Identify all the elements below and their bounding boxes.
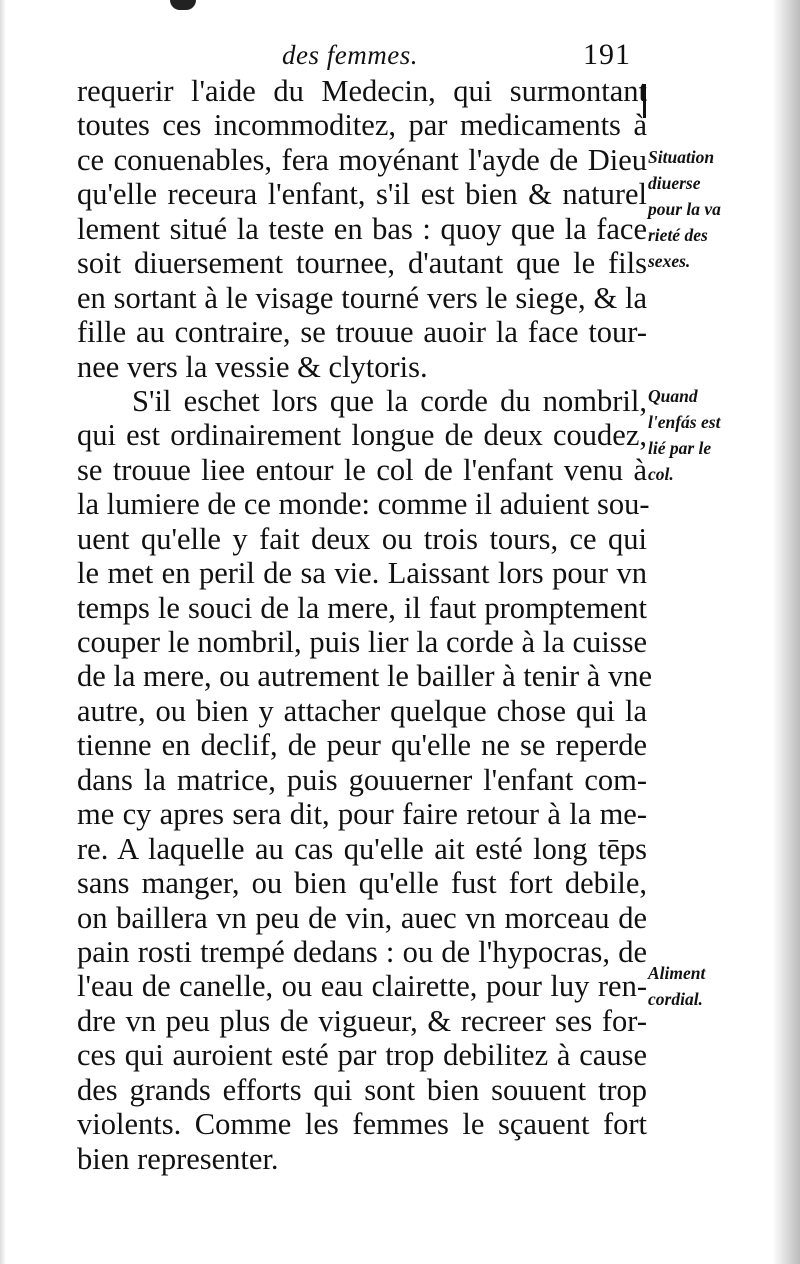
text-line: la lumiere de ce monde: comme il aduient sou- <box>77 487 650 522</box>
text-line: ce conuenables, fera moyénant l'ayde de Dieu <box>77 142 647 177</box>
text-line: de la mere, ou autrement le bailler à tenir à vne <box>77 659 652 694</box>
text-line: nee vers la vessie & clytoris. <box>77 349 428 384</box>
margin-note-line: col. <box>648 464 674 484</box>
text-line: tienne en declif, de peur qu'elle ne se reperde <box>77 728 647 763</box>
text-line: soit diuersement tournee, d'autant que le fils <box>77 246 647 281</box>
margin-note-line: rieté des <box>648 225 708 245</box>
text-line: autre, ou bien y attacher quelque chose qui la <box>77 693 647 728</box>
text-line: toutes ces incommoditez, par medicaments à <box>77 108 647 143</box>
margin-note-line: Aliment <box>648 963 706 983</box>
text-line: re. A laquelle au cas qu'elle ait esté long tēps <box>77 831 647 866</box>
text-line: temps le souci de la mere, il faut promptement <box>77 590 647 625</box>
text-line: qui est ordinairement longue de deux coudez, <box>77 418 647 453</box>
margin-note-line: Situation <box>648 147 715 167</box>
page-number: 191 <box>583 38 631 71</box>
margin-note-line: Quand <box>648 386 698 406</box>
margin-note-line: lié par le <box>648 438 712 458</box>
text-line: des grands efforts qui sont bien souuent trop <box>77 1072 647 1107</box>
margin-note-situation <box>648 144 748 274</box>
margin-note-line: pour la va <box>648 199 721 219</box>
text-line: en sortant à le visage tourné vers le siege, & la <box>77 280 647 315</box>
page-header <box>0 40 800 76</box>
text-line: sans manger, ou bien qu'elle fust fort debile, <box>77 866 647 901</box>
text-line: on baillera vn peu de vin, auec vn morceau de <box>77 900 647 935</box>
running-title: des femmes. <box>282 40 418 70</box>
margin-note-line: cordial. <box>648 989 703 1009</box>
text-line: qu'elle receura l'enfant, s'il est bien & naturel <box>77 177 647 212</box>
margin-note-line: diuerse <box>648 173 701 193</box>
text-line: dre vn peu plus de vigueur, & recreer ses for- <box>77 1003 647 1038</box>
text-line: dans la matrice, puis gouuerner l'enfant com- <box>77 762 647 797</box>
text-line: ces qui auroient esté par trop debilitez à cause <box>77 1038 647 1073</box>
text-line: violents. Comme les femmes le sçauent fort <box>77 1107 647 1142</box>
text-line: lement situé la teste en bas : quoy que la face <box>77 211 647 246</box>
margin-note-line: l'enfás est <box>648 412 721 432</box>
margin-note-line: sexes. <box>648 251 691 271</box>
text-line: fille au contraire, se trouue auoir la face tour- <box>77 315 647 350</box>
margin-note-cord <box>648 383 748 487</box>
scan-edge-left <box>0 0 6 1264</box>
text-line: pain rosti trempé dedans : ou de l'hypocras, de <box>77 934 647 969</box>
margin-note-aliment <box>648 960 748 1012</box>
text-line: S'il eschet lors que la corde du nombril, <box>132 383 647 418</box>
text-line: bien representer. <box>77 1141 279 1176</box>
text-line: le met en peril de sa vie. Laissant lors pour vn <box>77 556 647 591</box>
text-line: se trouue liee entour le col de l'enfant venu à <box>77 452 647 487</box>
text-line: uent qu'elle y fait deux ou trois tours, ce qui <box>77 521 647 556</box>
text-line: requerir l'aide du Medecin, qui surmontant <box>77 74 647 108</box>
text-line: couper le nombril, puis lier la corde à la cuisse <box>77 625 647 659</box>
body-text <box>77 74 652 1176</box>
scan-edge-right <box>772 0 800 1264</box>
ink-smudge <box>170 0 196 10</box>
text-line: me cy apres sera dit, pour faire retour à la me- <box>77 797 647 832</box>
text-line: l'eau de canelle, ou eau clairette, pour luy ren- <box>77 969 647 1004</box>
